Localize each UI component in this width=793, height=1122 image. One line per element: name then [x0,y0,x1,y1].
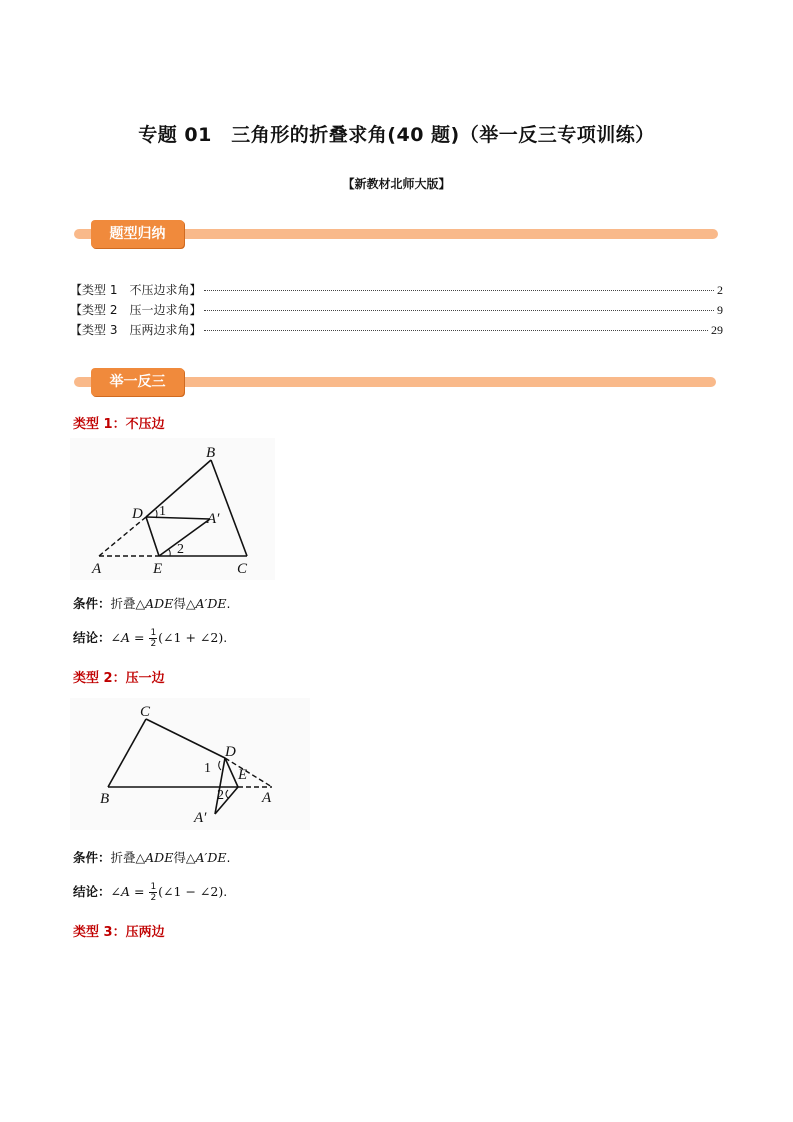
label-angle-1: 1 [204,761,211,776]
label-angle-2: 2 [177,542,184,557]
condition-text: 折叠△ [110,596,146,611]
figure-background [70,698,310,830]
fraction-numerator: 1 [150,628,157,638]
fraction-denominator: 2 [150,639,157,649]
conclusion-label: 结论： [73,630,111,645]
label-e: E [238,767,248,783]
label-a: A [92,561,102,577]
toc-leader [204,330,708,331]
condition-text: 折叠△ [110,850,146,865]
toc-label: 【类型 1 不压边求角】 [70,283,202,297]
toc-item-type1[interactable] [70,281,723,301]
label-e: E [153,561,163,577]
section-banner-summary: 题型归纳 [91,220,184,248]
label-a-prime: A′ [194,810,207,826]
fraction-one-half [149,628,157,649]
toc-item-type3[interactable] [70,321,723,341]
toc-page-number: 29 [711,323,723,337]
condition-label: 条件： [73,596,111,611]
type2-conclusion [73,882,227,903]
condition-text: 得△ [173,596,196,611]
fraction-one-half [149,882,157,903]
toc-leader [204,290,714,291]
condition-label: 条件： [73,850,111,865]
toc-label: 【类型 2 压一边求角】 [70,303,202,317]
label-a: A [262,790,272,806]
type2-figure [70,698,310,830]
fraction-denominator: 2 [150,893,157,903]
conclusion-lhs: ∠A = [110,630,149,645]
label-d: D [132,506,143,522]
type2-heading: 类型 2：压一边 [73,671,165,686]
section-banner-practice: 举一反三 [91,368,184,396]
type1-heading: 类型 1：不压边 [73,417,165,432]
conclusion-rhs: (∠1 + ∠2). [158,630,228,645]
toc-leader [204,310,714,311]
label-c: C [140,704,151,720]
condition-text: 得△ [173,850,196,865]
label-angle-1: 1 [159,504,166,519]
label-angle-2: 2 [217,788,224,803]
label-c: C [237,561,248,577]
fraction-numerator: 1 [150,882,157,892]
condition-period: . [226,596,231,611]
figure-background [70,438,275,580]
label-b: B [206,445,216,461]
type1-conclusion [73,628,227,649]
condition-triangle: ADE [145,596,174,611]
toc-page-number: 9 [717,303,723,317]
condition-period: . [226,850,231,865]
page-title: 专题 01 三角形的折叠求角(40 题)（举一反三专项训练） [138,124,655,146]
conclusion-label: 结论： [73,884,111,899]
condition-triangle-folded: A′DE [195,596,227,611]
label-d: D [225,744,236,760]
type2-condition [73,848,230,866]
condition-triangle-folded: A′DE [195,850,227,865]
toc-item-type2[interactable] [70,301,723,321]
toc-label: 【类型 3 压两边求角】 [70,323,202,337]
type1-figure [70,438,275,580]
label-b: B [100,791,110,807]
type3-heading: 类型 3：压两边 [73,925,165,940]
edition-label: 【新教材北师大版】 [342,177,451,191]
type1-condition [73,594,230,612]
conclusion-rhs: (∠1 − ∠2). [158,884,228,899]
label-a-prime: A′ [207,511,220,527]
conclusion-lhs: ∠A = [110,884,149,899]
toc-page-number: 2 [717,283,723,297]
condition-triangle: ADE [145,850,174,865]
